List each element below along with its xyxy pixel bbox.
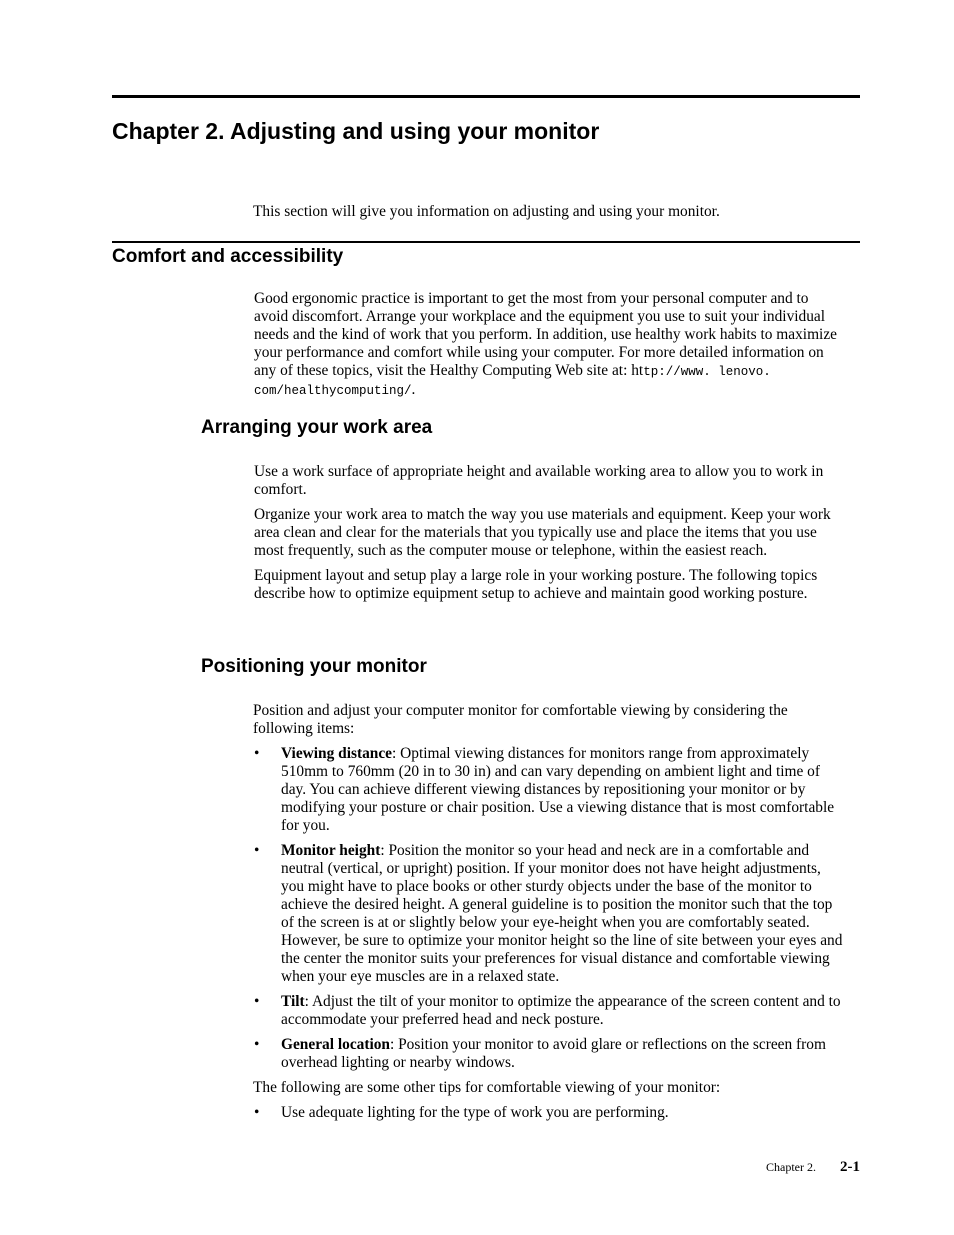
list-item-term: Monitor height xyxy=(281,842,381,859)
list-item-term: Viewing distance xyxy=(281,745,393,762)
list-item-text: Use adequate lighting for the type of work you are performing. xyxy=(281,1104,669,1121)
bullet-icon: • xyxy=(254,842,260,859)
section-rule xyxy=(112,241,860,243)
comfort-paragraph xyxy=(254,290,844,407)
list-item-term: General location xyxy=(281,1036,390,1053)
list-item-text: : Optimal viewing distances for monitors range from approximately 510mm to 760mm (20 in to 30 in) and can vary depending on ambient light and time of day. You can achieve different viewing distances by repositioning your monitor or by modifying your posture or chair position. Use a viewing distance that is most comfortable for you. xyxy=(281,745,835,834)
work-area-body xyxy=(254,463,844,610)
positioning-list xyxy=(253,745,845,1072)
healthy-computing-link[interactable]: tp://www. lenovo. com/healthycomputing/ xyxy=(254,365,771,398)
list-item-text: : Adjust the tilt of your monitor to optimize the appearance of the screen content and to accommodate your preferred head and neck posture. xyxy=(281,993,841,1028)
list-item-text: : Position the monitor so your head and neck are in a comfortable and neutral (vertical, or upright) position. If your monitor does not have height adjustments, you might have to place books or other sturdy objects under the base of the monitor to achieve the desired height. A general guideline is to position the monitor such that the top of the screen is at or slightly below your eye-height when you are comfortably seated. However, be sure to optimize your monitor height so the line of site between your eyes and the center the monitor suits your preferences for visual distance and comfortable viewing when your eye muscles are in a relaxed state. xyxy=(281,842,843,985)
list-item-general-location xyxy=(253,1036,845,1072)
bullet-icon: • xyxy=(254,1104,260,1121)
page-number: 2-1 xyxy=(840,1159,860,1175)
chapter-top-rule xyxy=(112,95,860,98)
work-area-paragraph: Organize your work area to match the way you use materials and equipment. Keep your work area clean and clear for the materials that you typically use and place the items that you use most frequently, such as the computer mouse or telephone, within the easiest reach. xyxy=(254,506,831,559)
bullet-icon: • xyxy=(254,1036,260,1053)
healthy-computing-link-lead[interactable]: ht xyxy=(631,362,644,379)
comfort-text xyxy=(254,290,844,400)
tips-list xyxy=(253,1104,845,1122)
list-item-viewing-distance xyxy=(253,745,845,835)
list-item-monitor-height xyxy=(253,842,845,986)
subsection-title-positioning: Positioning your monitor xyxy=(201,656,427,677)
chapter-title: Chapter 2. Adjusting and using your monitor xyxy=(112,118,600,144)
bullet-icon: • xyxy=(254,745,260,762)
list-item-term: Tilt xyxy=(281,993,305,1010)
work-area-paragraph: Use a work surface of appropriate height and available working area to allow you to work in comfort. xyxy=(254,463,824,498)
footer-chapter: Chapter 2. xyxy=(766,1160,816,1174)
chapter-intro xyxy=(253,203,853,228)
work-area-paragraph: Equipment layout and setup play a large role in your working posture. The following topics describe how to optimize equipment setup to achieve and maintain good working posture. xyxy=(254,567,818,602)
bullet-icon: • xyxy=(254,993,260,1010)
list-item-tilt xyxy=(253,993,845,1029)
comfort-body: Good ergonomic practice is important to get the most from your personal computer and to avoid discomfort. Arrange your workplace and the equipment you use to suit your individual needs and the kind of work that you perform. In addition, use healthy work habits to maximize your performance and comfort while using your computer. For more detailed information on any of these topics, visit the Healthy Computing Web site at: xyxy=(254,290,837,379)
list-item-text: : Position your monitor to avoid glare or reflections on the screen from overhead lighting or nearby windows. xyxy=(281,1036,826,1071)
subsection-title-work-area: Arranging your work area xyxy=(201,417,433,438)
positioning-body xyxy=(253,702,845,1129)
page-footer xyxy=(766,1158,860,1176)
section-title-comfort: Comfort and accessibility xyxy=(112,246,344,267)
link-period: . xyxy=(411,381,416,398)
tips-intro: The following are some other tips for comfortable viewing of your monitor: xyxy=(253,1079,721,1096)
chapter-intro-text: This section will give you information on adjusting and using your monitor. xyxy=(253,203,720,220)
positioning-intro: Position and adjust your computer monitor for comfortable viewing by considering the following items: xyxy=(253,702,788,737)
list-item-tip xyxy=(253,1104,845,1122)
